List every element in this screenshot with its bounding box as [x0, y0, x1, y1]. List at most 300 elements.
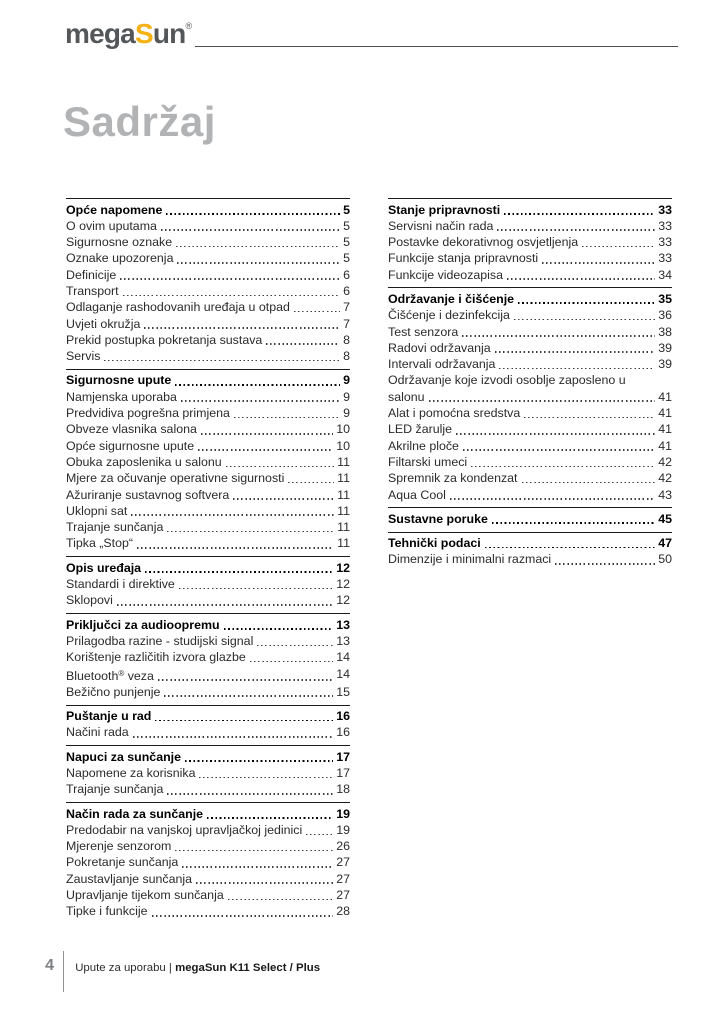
- registered-trademark-icon: ®: [185, 21, 193, 31]
- toc-entry-page: 14: [336, 666, 350, 681]
- page-header: [65, 20, 678, 48]
- toc-column-left: [66, 198, 350, 920]
- toc-column-right: [388, 198, 672, 920]
- dot-leader: [293, 299, 341, 315]
- label-text: Opće sigurnosne upute: [66, 438, 195, 453]
- label-text: Tehnički podaci: [388, 536, 481, 551]
- toc-entry: [388, 218, 672, 234]
- toc-entry: [388, 250, 672, 266]
- footer-text: [75, 951, 320, 992]
- toc-entry: [66, 421, 350, 437]
- toc-entry-page: 13: [336, 633, 350, 648]
- label-text: Tipka „Stop“: [66, 536, 134, 551]
- dot-leader: [496, 218, 656, 234]
- dot-leader: [513, 307, 656, 323]
- toc-section-page: 45: [658, 511, 672, 526]
- toc-entry-page: 33: [658, 235, 672, 250]
- label-text: Zaustavljanje sunčanja: [66, 871, 193, 886]
- toc-entry-page: 41: [658, 406, 672, 421]
- dot-leader: [517, 291, 656, 307]
- toc-section: [388, 507, 672, 527]
- toc-entry-page: 33: [658, 218, 672, 233]
- dot-leader: [225, 454, 335, 470]
- toc-section-page: 33: [658, 202, 672, 217]
- dot-leader: [249, 649, 334, 665]
- toc-entry-label: [66, 218, 157, 234]
- label-text: Obveze vlasnika salona: [66, 422, 197, 437]
- label-text: Ažuriranje sustavnog softvera: [66, 487, 230, 502]
- toc-entry-page: 5: [343, 235, 350, 250]
- toc-entry-label: [388, 307, 510, 323]
- table-of-contents: [66, 198, 672, 920]
- toc-entry-page: 9: [343, 389, 350, 404]
- toc-entry-page: 50: [658, 552, 672, 567]
- label-text: Standardi i direktive: [66, 577, 175, 592]
- toc-entry-label: [388, 551, 551, 567]
- toc-entry-page: 33: [658, 251, 672, 266]
- toc-entry: [388, 405, 672, 421]
- label-text: Trajanje sunčanja: [66, 782, 164, 797]
- toc-entry: [388, 454, 672, 470]
- toc-entry-label: [388, 267, 503, 283]
- label-text: Sustavne poruke: [388, 511, 488, 526]
- label-text: Održavanje i čišćenje: [388, 291, 515, 306]
- dot-leader: [206, 806, 334, 822]
- toc-section-heading: [66, 560, 350, 576]
- dot-leader: [122, 283, 342, 299]
- toc-entry-page: 11: [337, 471, 350, 486]
- label-text: Sklopovi: [66, 593, 113, 608]
- toc-section-title: [388, 291, 514, 307]
- label-text: Upravljanje tijekom sunčanja: [66, 888, 224, 903]
- toc-entry-page: 42: [658, 454, 672, 469]
- dot-leader: [165, 202, 341, 218]
- toc-entry: [388, 389, 672, 405]
- label-text: Definicije: [66, 267, 117, 282]
- dot-leader: [200, 421, 334, 437]
- label-text: Priključci za audioopremu: [66, 617, 220, 632]
- label-text: veza: [124, 668, 154, 683]
- toc-section-title: [66, 749, 181, 765]
- toc-entry-label: [66, 405, 230, 421]
- dot-leader: [498, 356, 656, 372]
- toc-entry: [388, 340, 672, 356]
- toc-section: [66, 745, 350, 797]
- toc-entry-page: 41: [658, 389, 672, 404]
- toc-section: [66, 556, 350, 608]
- toc-entry: [66, 438, 350, 454]
- label-text: Filtarski umeci: [388, 454, 468, 469]
- toc-entry-label: [66, 871, 192, 887]
- toc-entry-label: [66, 234, 172, 250]
- toc-entry-label: [388, 324, 458, 340]
- label-text: Uvjeti okružja: [66, 316, 141, 331]
- toc-entry: [66, 283, 350, 299]
- toc-entry-label: [66, 470, 284, 486]
- toc-entry-label: [388, 438, 459, 454]
- label-text: Uklopni sat: [66, 503, 128, 518]
- toc-entry-page: 16: [336, 725, 350, 740]
- toc-entry: [388, 234, 672, 250]
- toc-section: [66, 613, 350, 700]
- footer-divider: [63, 951, 64, 992]
- toc-entry-page: 9: [343, 406, 350, 421]
- toc-entry-page: 10: [336, 438, 350, 453]
- toc-section: [66, 802, 350, 920]
- toc-entry: [66, 234, 350, 250]
- dot-leader: [174, 372, 341, 388]
- toc-entry-page: 6: [343, 283, 350, 298]
- dot-leader: [143, 316, 341, 332]
- toc-entry-page: 15: [336, 684, 350, 699]
- toc-entry-page: 18: [336, 782, 350, 797]
- toc-entry: [66, 535, 350, 551]
- toc-entry-label: [66, 765, 195, 781]
- label-text: Opis uređaja: [66, 560, 142, 575]
- dot-leader: [151, 903, 335, 919]
- toc-entry-label: [66, 316, 140, 332]
- label-text: Akrilne ploče: [388, 438, 459, 453]
- toc-entry-label: Održavanje koje izvodi osoblje zaposleno u: [388, 373, 626, 388]
- dot-leader: [197, 438, 334, 454]
- toc-section-page: 13: [336, 617, 350, 632]
- dot-leader: [166, 781, 334, 797]
- toc-entry-page: 19: [336, 822, 350, 837]
- toc-section: [388, 287, 672, 502]
- toc-entry: [66, 724, 350, 740]
- toc-section-title: [388, 535, 481, 551]
- toc-entry-label: [388, 421, 452, 437]
- toc-entry-page: 7: [343, 300, 350, 315]
- toc-section-title: [66, 617, 220, 633]
- label-text: Mjerenje senzorom: [66, 839, 172, 854]
- toc-entry-label: [66, 535, 133, 551]
- dot-leader: [428, 389, 657, 405]
- label-text: Funkcije stanja pripravnosti: [388, 251, 539, 266]
- dot-leader: [166, 519, 335, 535]
- toc-entry-page: 7: [343, 316, 350, 331]
- label-text: Namjenska uporaba: [66, 389, 177, 404]
- toc-entry: [66, 503, 350, 519]
- toc-entry: [66, 250, 350, 266]
- dot-leader: [136, 535, 335, 551]
- toc-entry: [388, 551, 672, 567]
- toc-entry-page: 8: [343, 349, 350, 364]
- toc-entry-continuation: [388, 372, 672, 388]
- label-text: Opće napomene: [66, 202, 163, 217]
- dot-leader: [157, 666, 334, 684]
- toc-entry: [66, 405, 350, 421]
- dot-leader: [132, 724, 335, 740]
- toc-entry-page: 41: [658, 438, 672, 453]
- dot-leader: [160, 218, 341, 234]
- dot-leader: [198, 765, 334, 781]
- toc-entry: [66, 576, 350, 592]
- toc-section-page: 19: [336, 806, 350, 821]
- toc-section-heading: [388, 291, 672, 307]
- toc-section-title: [66, 202, 162, 218]
- toc-entry-label: [388, 405, 520, 421]
- toc-entry-label: [388, 389, 425, 405]
- label-text: Predodabir na vanjskoj upravljačkoj jedinici: [66, 822, 303, 837]
- toc-entry-page: 11: [337, 503, 350, 518]
- toc-section-heading: [388, 535, 672, 551]
- dot-leader: [305, 822, 334, 838]
- toc-entry: [66, 299, 350, 315]
- dot-leader: [541, 250, 656, 266]
- toc-entry-label: [66, 633, 253, 649]
- label-text: Odlaganje rashodovanih uređaja u otpad: [66, 300, 290, 315]
- toc-section-heading: [66, 202, 350, 218]
- toc-section-page: 16: [336, 709, 350, 724]
- toc-entry: [66, 666, 350, 684]
- toc-entry: [66, 487, 350, 503]
- toc-entry: [66, 684, 350, 700]
- toc-entry-label: [66, 332, 262, 348]
- toc-entry-page: 11: [337, 454, 350, 469]
- toc-entry-page: 36: [658, 308, 672, 323]
- dot-leader: [174, 838, 334, 854]
- dot-leader: [130, 503, 335, 519]
- toc-section-heading: [66, 617, 350, 633]
- toc-section-heading: [66, 708, 350, 724]
- toc-entry-label: [66, 267, 116, 283]
- toc-entry-page: 8: [343, 332, 350, 347]
- toc-entry-label: [66, 503, 127, 519]
- dot-leader: [232, 487, 335, 503]
- toc-entry-page: 6: [343, 267, 350, 282]
- label-text: salonu: [388, 389, 425, 404]
- dot-leader: [223, 617, 335, 633]
- toc-section-page: 17: [336, 749, 350, 764]
- toc-entry-label: [66, 389, 177, 405]
- label-text: Pokretanje sunčanja: [66, 855, 179, 870]
- toc-entry: [66, 871, 350, 887]
- dot-leader: [103, 348, 341, 364]
- dot-leader: [154, 708, 334, 724]
- toc-entry: [66, 765, 350, 781]
- toc-section-heading: [66, 749, 350, 765]
- toc-entry-page: 27: [336, 871, 350, 886]
- label-text: Oznake upozorenja: [66, 251, 174, 266]
- label-text: Spremnik za kondenzat: [388, 471, 518, 486]
- toc-entry: [388, 324, 672, 340]
- dot-leader: [461, 324, 656, 340]
- label-text: Prilagodba razine - studijski signal: [66, 633, 254, 648]
- label-text: Sigurnosne oznake: [66, 235, 173, 250]
- label-text: Tipke i funkcije: [66, 904, 148, 919]
- header-rule: [195, 46, 678, 47]
- label-text: Intervali održavanja: [388, 357, 496, 372]
- toc-entry: [66, 454, 350, 470]
- toc-entry-label: [66, 838, 171, 854]
- toc-entry-label: [66, 854, 178, 870]
- toc-entry-page: 42: [658, 471, 672, 486]
- label-text: Predvidiva pogrešna primjena: [66, 406, 230, 421]
- toc-entry-label: [66, 724, 129, 740]
- toc-entry-label: [66, 299, 290, 315]
- dot-leader: [554, 551, 656, 567]
- dot-leader: [521, 470, 657, 486]
- toc-section-page: 12: [336, 560, 350, 575]
- toc-entry: [66, 348, 350, 364]
- toc-entry: [66, 316, 350, 332]
- toc-entry-label: [388, 340, 491, 356]
- toc-entry: [66, 781, 350, 797]
- toc-entry: [66, 267, 350, 283]
- label-text: O ovim uputama: [66, 218, 157, 233]
- toc-entry-page: 26: [336, 839, 350, 854]
- label-text: Stanje pripravnosti: [388, 202, 501, 217]
- toc-entry-label: [66, 348, 100, 364]
- label-text: Mjere za očuvanje operativne sigurnosti: [66, 471, 285, 486]
- toc-entry-page: 11: [337, 487, 350, 502]
- label-text: Aqua Cool: [388, 487, 446, 502]
- toc-entry-label: [388, 234, 578, 250]
- toc-entry-page: 39: [658, 340, 672, 355]
- toc-section-title: [388, 202, 500, 218]
- label-text: Funkcije videozapisa: [388, 267, 504, 282]
- toc-entry: [66, 903, 350, 919]
- dot-leader: [506, 267, 656, 283]
- dot-leader: [181, 854, 334, 870]
- dot-leader: [462, 438, 656, 454]
- label-text: Napomene za korisnika: [66, 766, 196, 780]
- label-text: LED žarulje: [388, 422, 453, 437]
- toc-entry-label: [388, 454, 467, 470]
- toc-entry: [66, 389, 350, 405]
- dot-leader: [184, 749, 334, 765]
- dot-leader: [119, 267, 341, 283]
- dot-leader: [195, 871, 334, 887]
- page-footer: [0, 951, 320, 992]
- label-text: Radovi održavanja: [388, 340, 491, 355]
- dot-leader: [503, 202, 656, 218]
- dot-leader: [523, 405, 656, 421]
- dot-leader: [484, 535, 656, 551]
- toc-entry: [66, 218, 350, 234]
- toc-section-title: [66, 806, 203, 822]
- toc-entry: [66, 822, 350, 838]
- toc-section-page: 5: [343, 202, 350, 217]
- dot-leader: [581, 234, 656, 250]
- page-title: Sadržaj: [63, 98, 216, 145]
- label-text: Korištenje različitih izvora glazbe: [66, 650, 246, 665]
- label-text: Test senzora: [388, 324, 459, 339]
- toc-entry-page: 34: [658, 267, 672, 282]
- toc-entry-page: 38: [658, 324, 672, 339]
- label-text: Načini rada: [66, 725, 129, 740]
- label-text: Napuci za sunčanje: [66, 749, 181, 764]
- dot-leader: [178, 576, 334, 592]
- label-text: Obuka zaposlenika u salonu: [66, 454, 222, 469]
- toc-section-page: 47: [658, 536, 672, 551]
- toc-section-title: [66, 372, 171, 388]
- page-number: 4: [45, 957, 54, 974]
- toc-entry: [66, 633, 350, 649]
- dot-leader: [494, 340, 657, 356]
- toc-section: [388, 198, 672, 283]
- toc-entry-label: [388, 470, 518, 486]
- dot-leader: [144, 560, 334, 576]
- toc-entry: [388, 438, 672, 454]
- toc-entry-label: [66, 576, 175, 592]
- label-text: Dimenzije i minimalni razmaci: [388, 552, 552, 567]
- toc-entry-page: 17: [336, 766, 350, 780]
- toc-entry-label: [66, 283, 119, 299]
- footer-doc-label: Upute za uporabu: [75, 962, 166, 974]
- dot-leader: [233, 405, 341, 421]
- toc-entry-page: 5: [343, 218, 350, 233]
- label-text: Sigurnosne upute: [66, 373, 172, 388]
- toc-entry: [388, 356, 672, 372]
- toc-entry: [66, 838, 350, 854]
- label-text: Prekid postupka pokretanja sustava: [66, 332, 263, 347]
- toc-entry: [66, 519, 350, 535]
- footer-separator: |: [168, 962, 172, 974]
- superscript-mark: ®: [118, 668, 125, 678]
- dot-leader: [265, 332, 341, 348]
- toc-entry-label: [388, 218, 493, 234]
- dot-leader: [455, 421, 656, 437]
- toc-section-heading: [66, 806, 350, 822]
- logo-text-un: un: [152, 18, 186, 49]
- toc-entry-label: [66, 649, 246, 665]
- toc-entry-label: [66, 887, 224, 903]
- label-text: Bežično punjenje: [66, 684, 161, 699]
- toc-section-page: 9: [343, 373, 350, 388]
- toc-entry: [66, 887, 350, 903]
- toc-section-heading: [388, 202, 672, 218]
- label-text: Trajanje sunčanja: [66, 520, 164, 535]
- logo-text-s: S: [134, 18, 153, 49]
- footer-doc-title: megaSun K11 Select / Plus: [175, 962, 321, 974]
- logo-text-mega: mega: [65, 18, 135, 49]
- toc-entry: [388, 487, 672, 503]
- toc-entry: [388, 470, 672, 486]
- label-text: Bluetooth: [66, 668, 119, 683]
- label-text: Postavke dekorativnog osvjetljenja: [388, 235, 579, 250]
- toc-entry-label: [66, 684, 160, 700]
- megasun-logo: [65, 20, 192, 48]
- toc-entry-label: [66, 666, 154, 684]
- dot-leader: [449, 487, 656, 503]
- label-text: Servis: [66, 349, 101, 364]
- label-text: Čišćenje i dezinfekcija: [388, 308, 510, 323]
- toc-section-heading: [66, 372, 350, 388]
- label-text: Puštanje u rad: [66, 709, 152, 724]
- toc-entry-page: 12: [336, 593, 350, 608]
- toc-section-title: [66, 560, 141, 576]
- dot-leader: [227, 887, 334, 903]
- toc-entry-label: [66, 903, 148, 919]
- toc-section: [66, 369, 350, 552]
- toc-entry-page: 41: [658, 422, 672, 437]
- label-text: Alat i pomoćna sredstva: [388, 406, 521, 421]
- toc-section-title: [388, 511, 488, 527]
- toc-entry-page: 10: [336, 422, 350, 437]
- toc-entry-label: [66, 454, 222, 470]
- dot-leader: [116, 592, 334, 608]
- label-text: Servisni način rada: [388, 218, 494, 233]
- toc-entry-page: 43: [658, 487, 672, 502]
- toc-entry-label: [388, 487, 446, 503]
- toc-section-title: [66, 708, 151, 724]
- dot-leader: [163, 684, 334, 700]
- toc-entry-label: [66, 421, 197, 437]
- toc-entry-label: [66, 438, 194, 454]
- toc-entry: [66, 470, 350, 486]
